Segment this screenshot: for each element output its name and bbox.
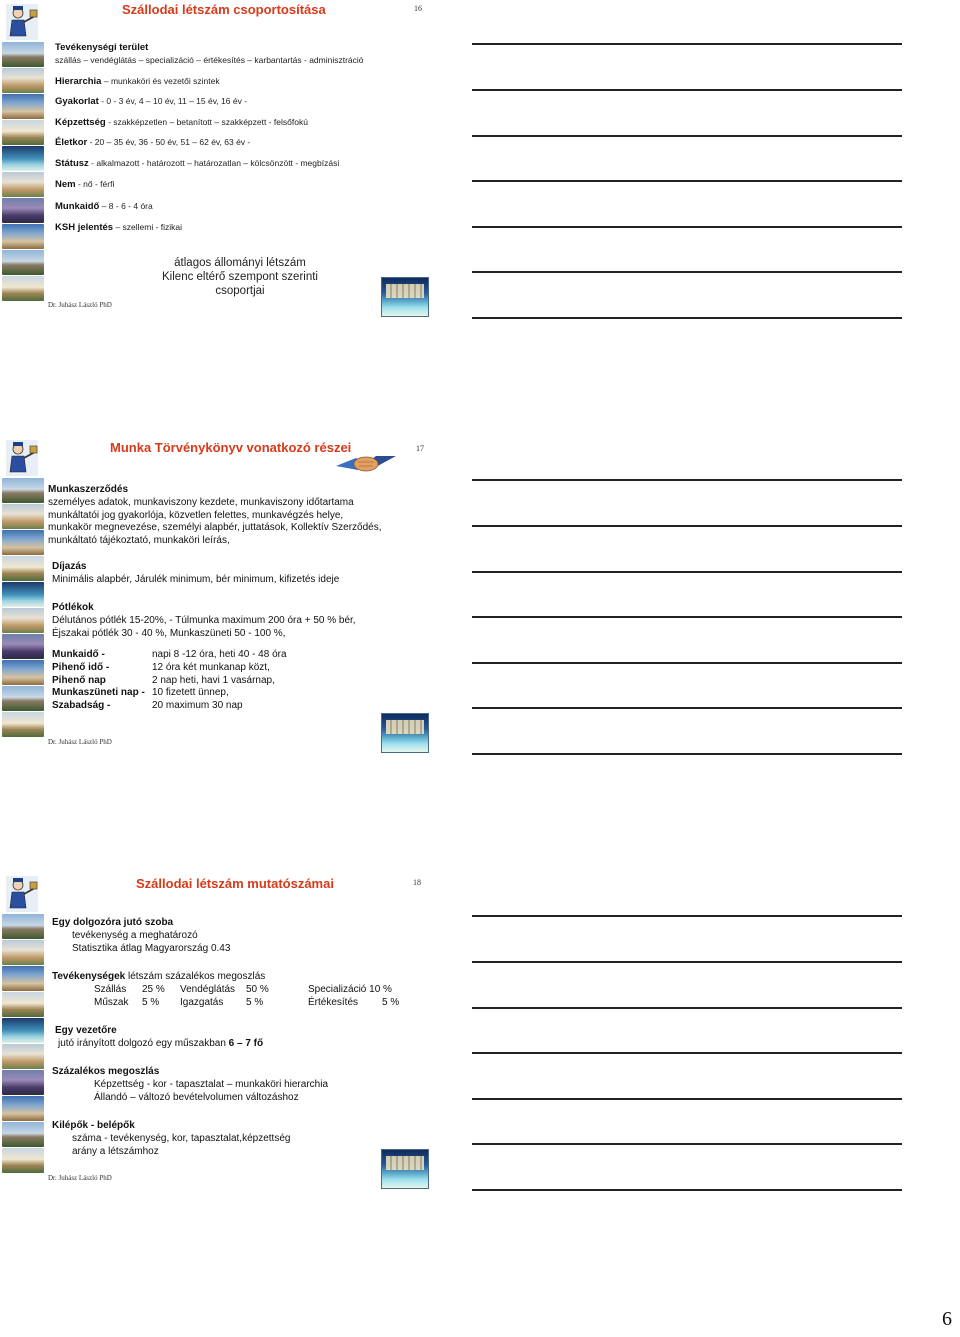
hotel-photo — [2, 992, 44, 1017]
hotel-photo — [2, 1070, 44, 1095]
document-page-number: 6 — [942, 1308, 952, 1330]
hotel-photo — [2, 504, 44, 529]
pool-photo — [381, 713, 429, 753]
slide-16 — [0, 0, 470, 330]
indicator-block: Egy vezetőre jutó irányított dolgozó egy műszakban 6 – 7 fő — [55, 1025, 264, 1049]
hotel-photo — [2, 608, 44, 633]
slide-body — [55, 42, 364, 242]
table-row: Műszak 5 % Igazgatás 5 % Értékesítés 5 % — [94, 996, 400, 1008]
slide-note: átlagos állományi létszám Kilenc eltérő szempont szerinti csoportjai — [162, 257, 318, 298]
photo-strip — [2, 478, 44, 738]
hotel-photo — [2, 224, 44, 249]
hotel-photo — [2, 686, 44, 711]
pool-photo — [381, 1149, 429, 1189]
hotel-photo — [2, 1148, 44, 1173]
section-heading: Díjazás — [52, 561, 87, 572]
slide-title: Szállodai létszám mutatószámai — [136, 876, 334, 891]
hotel-photo — [2, 42, 44, 67]
category-row: Hierarchia – munkaköri és vezetői szintek — [55, 76, 220, 87]
work-time-table — [52, 649, 287, 713]
hotel-photo — [2, 120, 44, 145]
bellboy-logo-icon — [6, 4, 38, 40]
slide-title: Munka Törvénykönyv vonatkozó részei — [110, 440, 352, 455]
category-row: Életkor - 20 – 35 év, 36 - 50 év, 51 – 62 év, 63 év - — [55, 137, 251, 148]
category-row: KSH jelentés – szellemi - fizikai — [55, 222, 183, 233]
hotel-photo — [2, 68, 44, 93]
bellboy-logo-icon — [6, 876, 38, 912]
table-row: Pihenő nap 2 nap heti, havi 1 vasárnap, — [52, 674, 275, 686]
pool-photo — [381, 277, 429, 317]
category-row: Képzettség - szakképzetlen – betanított – szakképzett - felsőfokú — [55, 117, 308, 128]
hotel-photo — [2, 966, 44, 991]
section-heading: Százalékos megoszlás — [52, 1066, 160, 1077]
hotel-photo — [2, 914, 44, 939]
hotel-photo — [2, 940, 44, 965]
indicator-block: Százalékos megoszlás Képzettség - kor - tapasztalat – munkaköri hierarchia Állandó – változó bevételvolumen változáshoz — [52, 1066, 328, 1103]
hotel-photo — [2, 1122, 44, 1147]
slide-body: Díjazás Minimális alapbér, Járulék minimum, bér minimum, kifizetés ideje — [52, 561, 340, 585]
hotel-photo — [2, 712, 44, 737]
indicator-block: Egy dolgozóra jutó szoba tevékenység a meghatározó Statisztika átlag Magyarország 0.43 — [52, 917, 231, 954]
slide-body: Pótlékok Délutános pótlék 15-20%, - Túlmunka maximum 200 óra + 50 % bér, Éjszakai pótlék 30 - 40 %, Munkaszüneti 50 - 100 %, — [52, 602, 356, 639]
hotel-photo — [2, 634, 44, 659]
slide-title: Szállodai létszám csoportosítása — [122, 2, 326, 17]
hotel-photo — [2, 530, 44, 555]
author-label: Dr. Juhász László PhD — [48, 738, 112, 746]
section-heading: Munkaszerződés — [48, 484, 129, 495]
category-row: Tevékenységi terület — [55, 42, 149, 53]
author-label: Dr. Juhász László PhD — [48, 301, 112, 309]
category-row: Gyakorlat - 0 - 3 év, 4 – 10 év, 11 – 15 év, 16 év - — [55, 96, 248, 107]
section-heading: Egy vezetőre — [55, 1025, 117, 1036]
category-row: szállás – vendéglátás – specializáció – értékesítés – karbantartás - adminisztráció — [55, 55, 364, 65]
table-row: Munkaidő - napi 8 -12 óra, heti 40 - 48 óra — [52, 649, 287, 660]
category-row: Nem - nő - férfi — [55, 179, 115, 190]
hotel-photo — [2, 198, 44, 223]
photo-strip — [2, 914, 44, 1174]
hotel-photo — [2, 172, 44, 197]
slide-18 — [0, 872, 470, 1202]
bellboy-logo-icon — [6, 440, 38, 476]
hotel-photo — [2, 1018, 44, 1043]
indicator-block — [52, 971, 399, 1009]
hotel-photo — [2, 1096, 44, 1121]
page-number: 16 — [414, 4, 422, 13]
section-heading: Pótlékok — [52, 602, 94, 613]
section-heading: Kilépők - belépők — [52, 1120, 135, 1131]
page-number: 17 — [416, 444, 424, 453]
hotel-photo — [2, 94, 44, 119]
table-row: Szabadság - 20 maximum 30 nap — [52, 700, 243, 712]
slide-17 — [0, 436, 470, 766]
table-row: Pihenő idő - 12 óra két munkanap közt, — [52, 661, 270, 673]
author-label: Dr. Juhász László PhD — [48, 1174, 112, 1182]
hotel-photo — [2, 1044, 44, 1069]
hotel-photo — [2, 478, 44, 503]
category-row: Státusz - alkalmazott - határozott – határozatlan – kölcsönzött - megbízási — [55, 158, 340, 169]
category-row: Munkaidő – 8 - 6 - 4 óra — [55, 201, 153, 212]
table-row: Munkaszüneti nap - 10 fizetett ünnep, — [52, 687, 229, 699]
hotel-photo — [2, 582, 44, 607]
hotel-photo — [2, 276, 44, 301]
section-heading: Egy dolgozóra jutó szoba — [52, 917, 174, 928]
page-number: 18 — [413, 878, 421, 887]
section-heading: Tevékenységek létszám százalékos megoszlás — [52, 971, 266, 982]
hotel-photo — [2, 250, 44, 275]
hotel-photo — [2, 146, 44, 171]
hotel-photo — [2, 660, 44, 685]
hotel-photo — [2, 556, 44, 581]
indicator-block: Kilépők - belépők száma - tevékenység, kor, tapasztalat,képzettség arány a létszámhoz — [52, 1120, 291, 1157]
slide-body: Munkaszerződés személyes adatok, munkaviszony kezdete, munkaviszony időtartama munkáltatói jog gyakorlója, közvetlen felettes, munkavégzés helye, munkakör megnevezése, személyi alapbér, juttatások, Kollektív Szerződés, munkáltató tájékoztató, munkaköri leírás, — [48, 484, 382, 547]
photo-strip — [2, 42, 44, 302]
handshake-icon — [334, 444, 398, 478]
table-row: Szállás 25 % Vendéglátás 50 % Specializáció 10 % — [94, 983, 392, 995]
